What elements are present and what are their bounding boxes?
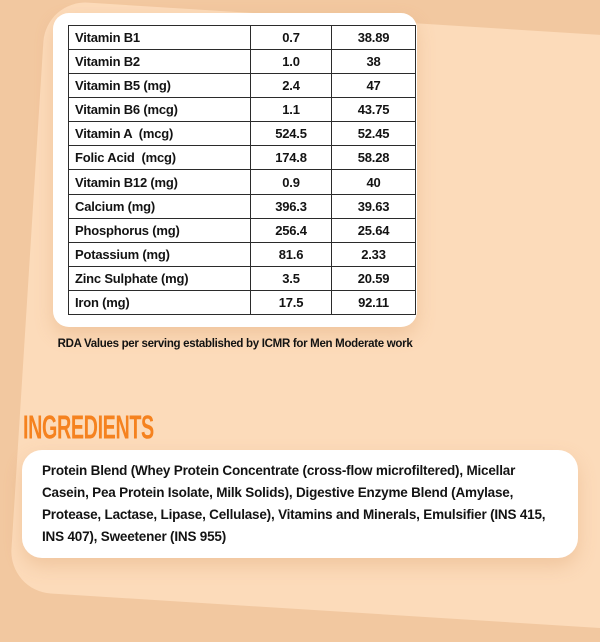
nutrition-table-card [53, 13, 417, 327]
nutrient-rda-cell: 38 [332, 50, 416, 74]
nutrient-value-cell: 0.9 [251, 170, 332, 194]
nutrient-label-cell: Vitamin A (mcg) [69, 122, 251, 146]
nutrient-label-cell: Vitamin B6 (mcg) [69, 98, 251, 122]
ingredients-text-line: Protein Blend (Whey Protein Concentrate (cross-flow microfiltered), Micellar [42, 463, 516, 478]
nutrient-rda-cell: 43.75 [332, 98, 416, 122]
table-row [69, 242, 416, 266]
ingredients-text-line: Casein, Pea Protein Isolate, Milk Solids), Digestive Enzyme Blend (Amylase, [42, 485, 514, 500]
table-row [69, 194, 416, 218]
ingredients-heading: INGREDIENTS [23, 408, 154, 447]
ingredients-text-line: Protease, Lactase, Lipase, Cellulase), Vitamins and Minerals, Emulsifier (INS 415, [42, 507, 546, 522]
nutrition-table [68, 25, 416, 315]
rda-caption: RDA Values per serving established by ICMR for Men Moderate work [57, 338, 413, 350]
table-row [69, 26, 416, 50]
table-row [69, 170, 416, 194]
ingredients-text-line: INS 407), Sweetener (INS 955) [42, 529, 227, 544]
table-row [69, 74, 416, 98]
nutrient-label-cell: Calcium (mg) [69, 194, 251, 218]
nutrient-rda-cell: 52.45 [332, 122, 416, 146]
table-row [69, 122, 416, 146]
nutrient-label-cell: Zinc Sulphate (mg) [69, 266, 251, 290]
nutrient-label-cell: Vitamin B12 (mg) [69, 170, 251, 194]
nutrient-rda-cell: 92.11 [332, 290, 416, 314]
nutrient-rda-cell: 39.63 [332, 194, 416, 218]
nutrient-value-cell: 174.8 [251, 146, 332, 170]
nutrient-value-cell: 1.0 [251, 50, 332, 74]
nutrient-value-cell: 3.5 [251, 266, 332, 290]
nutrient-rda-cell: 47 [332, 74, 416, 98]
nutrient-rda-cell: 2.33 [332, 242, 416, 266]
table-row [69, 50, 416, 74]
nutrient-rda-cell: 58.28 [332, 146, 416, 170]
nutrient-label-cell: Folic Acid (mcg) [69, 146, 251, 170]
nutrient-rda-cell: 38.89 [332, 26, 416, 50]
table-row [69, 266, 416, 290]
nutrient-label-cell: Vitamin B1 [69, 26, 251, 50]
nutrient-value-cell: 17.5 [251, 290, 332, 314]
nutrient-value-cell: 256.4 [251, 218, 332, 242]
ingredients-card [22, 450, 578, 558]
nutrient-value-cell: 2.4 [251, 74, 332, 98]
table-row [69, 146, 416, 170]
table-row [69, 218, 416, 242]
nutrient-label-cell: Vitamin B2 [69, 50, 251, 74]
nutrient-value-cell: 524.5 [251, 122, 332, 146]
nutrient-value-cell: 396.3 [251, 194, 332, 218]
table-row [69, 290, 416, 314]
table-row [69, 98, 416, 122]
nutrient-value-cell: 0.7 [251, 26, 332, 50]
nutrient-value-cell: 81.6 [251, 242, 332, 266]
nutrient-label-cell: Potassium (mg) [69, 242, 251, 266]
nutrient-label-cell: Vitamin B5 (mg) [69, 74, 251, 98]
nutrient-value-cell: 1.1 [251, 98, 332, 122]
nutrient-label-cell: Iron (mg) [69, 290, 251, 314]
nutrient-rda-cell: 25.64 [332, 218, 416, 242]
nutrient-rda-cell: 40 [332, 170, 416, 194]
nutrient-label-cell: Phosphorus (mg) [69, 218, 251, 242]
nutrient-rda-cell: 20.59 [332, 266, 416, 290]
